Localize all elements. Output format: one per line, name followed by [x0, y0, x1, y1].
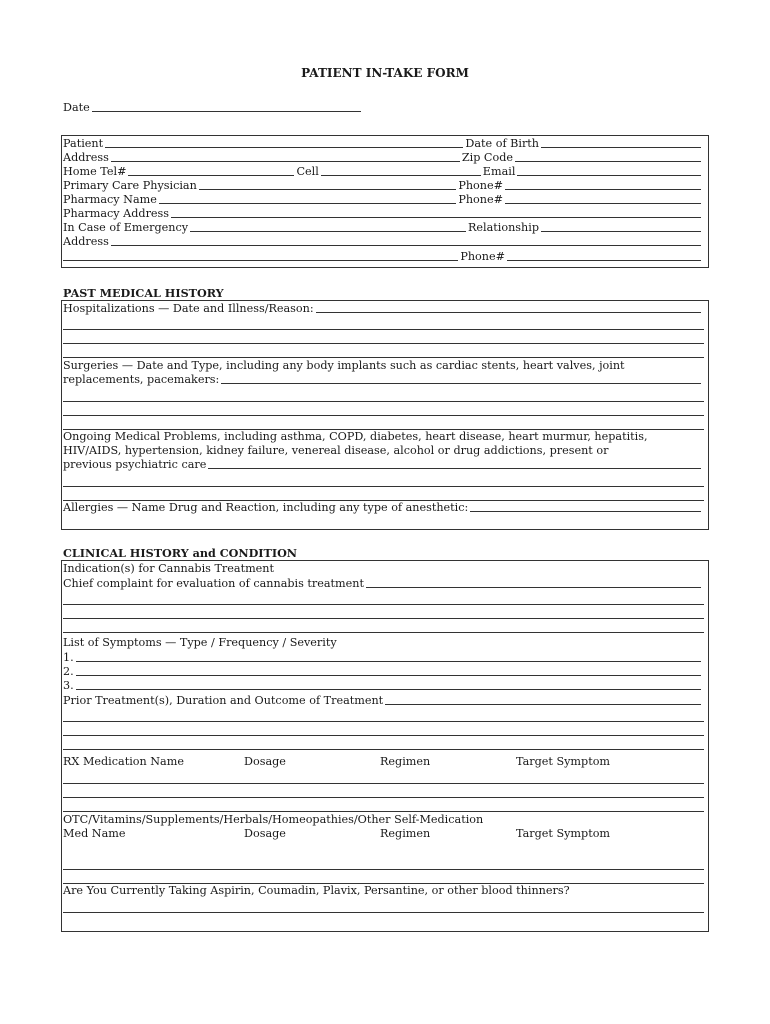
phone-row: [63, 165, 703, 179]
symptom-number-3: 3.: [63, 679, 74, 692]
surgeries-field[interactable]: [221, 383, 701, 384]
hospitalizations-line-2[interactable]: [63, 329, 704, 330]
address-field[interactable]: [111, 161, 460, 162]
emergency-phone-row: [63, 250, 703, 264]
prior-line-3[interactable]: [63, 735, 704, 736]
rx-medication-name-col: RX Medication Name: [63, 755, 184, 768]
symptom-row-3: [63, 679, 703, 693]
pharmacy-phone-label: Phone#: [458, 193, 503, 206]
surgeries-line-2[interactable]: [63, 401, 704, 402]
rx-target-symptom-col: Target Symptom: [516, 755, 611, 768]
pharmacy-address-label: Pharmacy Address: [63, 207, 170, 220]
prior-line-2[interactable]: [63, 721, 704, 722]
symptoms-label: List of Symptoms — Type / Frequency / Severity: [63, 636, 337, 649]
dob-field[interactable]: [541, 147, 701, 148]
ongoing-label: previous psychiatric care: [63, 458, 207, 471]
symptom-number-2: 2.: [63, 665, 74, 678]
otc-regimen-col: Regimen: [380, 827, 431, 840]
symptom-row-2: [63, 665, 703, 679]
emergency-label: In Case of Emergency: [63, 221, 189, 234]
rx-regimen-col: Regimen: [380, 755, 431, 768]
emergency-row: [63, 221, 703, 235]
email-field[interactable]: [517, 175, 701, 176]
symptom-field-3[interactable]: [76, 689, 701, 690]
rx-line-1[interactable]: [63, 783, 704, 784]
surgeries-text-1: Surgeries — Date and Type, including any body implants such as cardiac stents, heart valves, joint: [63, 359, 625, 372]
pharmacy-address-field[interactable]: [171, 217, 701, 218]
ongoing-row: [63, 458, 703, 472]
pharmacy-name-field[interactable]: [159, 203, 456, 204]
emergency-phone-field[interactable]: [507, 260, 701, 261]
rx-line-3[interactable]: [63, 811, 704, 812]
clinical-box: [61, 560, 709, 932]
address-row: [63, 151, 703, 165]
prior-treatment-field[interactable]: [385, 704, 701, 705]
chief-line-3[interactable]: [63, 618, 704, 619]
pcp-row: [63, 179, 703, 193]
rx-line-2[interactable]: [63, 797, 704, 798]
patient-row: [63, 137, 703, 151]
pcp-phone-field[interactable]: [505, 189, 701, 190]
hospitalizations-field[interactable]: [316, 312, 701, 313]
patient-label: Patient: [63, 137, 104, 150]
emergency-address-label: Address: [63, 235, 109, 248]
cell-field[interactable]: [321, 175, 481, 176]
symptom-field-1[interactable]: [76, 661, 701, 662]
symptom-row-1: [63, 651, 703, 665]
hospitalizations-line-3[interactable]: [63, 343, 704, 344]
ongoing-text-2: HIV/AIDS, hypertension, kidney failure, venereal disease, alcohol or drug addictions, present or: [63, 444, 609, 457]
home-tel-field[interactable]: [128, 175, 294, 176]
date-label: Date: [63, 101, 90, 114]
otc-label: OTC/Vitamins/Supplements/Herbals/Homeopathies/Other Self-Medication: [63, 813, 484, 826]
dob-label: Date of Birth: [465, 137, 539, 150]
relationship-label: Relationship: [468, 221, 539, 234]
patient-field[interactable]: [105, 147, 463, 148]
pharmacy-name-label: Pharmacy Name: [63, 193, 157, 206]
cell-label: Cell: [296, 165, 319, 178]
prior-line-4[interactable]: [63, 749, 704, 750]
chief-line-4[interactable]: [63, 632, 704, 633]
email-label: Email: [482, 165, 516, 178]
symptom-number-1: 1.: [63, 651, 74, 664]
emergency-address-row: [63, 235, 703, 249]
date-field[interactable]: [92, 111, 361, 112]
relationship-field[interactable]: [541, 231, 701, 232]
blood-thinners-line[interactable]: [63, 912, 704, 913]
emergency-extra-field[interactable]: [63, 260, 458, 261]
indications-label: Indication(s) for Cannabis Treatment: [63, 562, 274, 575]
zip-label: Zip Code: [461, 151, 513, 164]
otc-dosage-col: Dosage: [244, 827, 286, 840]
emergency-address-field[interactable]: [111, 245, 701, 246]
pcp-field[interactable]: [199, 189, 457, 190]
allergies-field[interactable]: [470, 511, 701, 512]
pcp-phone-label: Phone#: [458, 179, 503, 192]
otc-columns-header: [63, 827, 703, 841]
home-tel-label: Home Tel#: [63, 165, 127, 178]
otc-med-name-col: Med Name: [63, 827, 126, 840]
pharmacy-phone-field[interactable]: [505, 203, 701, 204]
zip-field[interactable]: [515, 161, 701, 162]
surgeries-row: [63, 373, 703, 387]
chief-complaint-field[interactable]: [366, 587, 701, 588]
chief-complaint-row: [63, 577, 703, 591]
emergency-phone-label: Phone#: [460, 250, 505, 263]
emergency-field[interactable]: [190, 231, 466, 232]
blood-thinners-question: Are You Currently Taking Aspirin, Coumadin, Plavix, Persantine, or other blood thinners?: [63, 884, 570, 897]
hospitalizations-label: Hospitalizations — Date and Illness/Reason:: [63, 302, 314, 315]
past-history-heading: PAST MEDICAL HISTORY: [63, 286, 224, 300]
surgeries-line-3[interactable]: [63, 415, 704, 416]
address-label: Address: [63, 151, 109, 164]
pharmacy-address-row: [63, 207, 703, 221]
prior-treatment-label: Prior Treatment(s), Duration and Outcome of Treatment: [63, 694, 384, 707]
surgeries-label: replacements, pacemakers:: [63, 373, 220, 386]
date-row: [63, 101, 363, 115]
chief-line-2[interactable]: [63, 604, 704, 605]
ongoing-text-1: Ongoing Medical Problems, including asthma, COPD, diabetes, heart disease, heart murmur, hepatitis,: [63, 430, 648, 443]
rx-columns-header: [63, 755, 703, 769]
clinical-heading: CLINICAL HISTORY and CONDITION: [63, 546, 298, 560]
hospitalizations-row: [63, 302, 703, 316]
pharmacy-row: [63, 193, 703, 207]
hospitalizations-line-4[interactable]: [63, 357, 704, 358]
allergies-row: [63, 501, 703, 515]
symptom-field-2[interactable]: [76, 675, 701, 676]
ongoing-field[interactable]: [208, 468, 701, 469]
rx-dosage-col: Dosage: [244, 755, 286, 768]
otc-line-1[interactable]: [63, 869, 704, 870]
ongoing-line-2[interactable]: [63, 486, 704, 487]
form-title: PATIENT IN-TAKE FORM: [301, 66, 469, 80]
prior-treatment-row: [63, 694, 703, 708]
chief-complaint-label: Chief complaint for evaluation of cannabis treatment: [63, 577, 364, 590]
otc-target-symptom-col: Target Symptom: [516, 827, 611, 840]
pcp-label: Primary Care Physician: [63, 179, 197, 192]
allergies-label: Allergies — Name Drug and Reaction, including any type of anesthetic:: [63, 501, 469, 514]
